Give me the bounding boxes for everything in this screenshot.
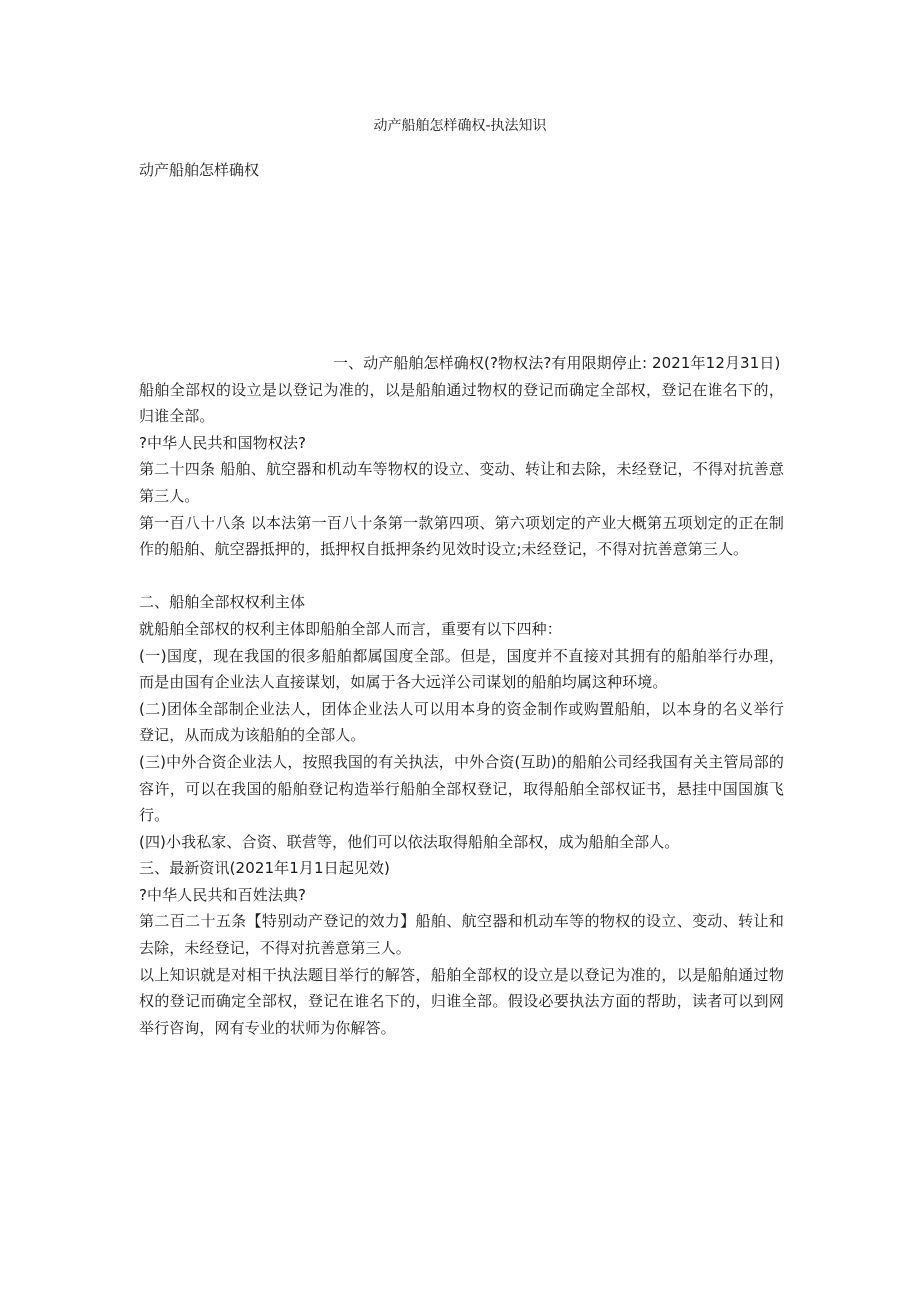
list-item-4: (四)小我私家、合资、联营等，他们可以依法取得船舶全部权，成为船舶全部人。 [139, 832, 680, 851]
list-item-3: (三)中外合资企业法人，按照我国的有关执法，中外合资(互助)的船舶公司经我国有关主管局部的容许，可以在我国的船舶登记构造举行船舶全部权登记，取得船舶全部权证书，悬挂中国国旗飞行。 [139, 752, 784, 825]
list-item-1: (一)国度，现在我国的很多船舶都属国度全部。但是，国度并不直接对其拥有的船舶举行办理，而是由国有企业法人直接谋划，如属于各大远洋公司谋划的船舶均属这种环境。 [139, 646, 784, 692]
law-title: ?中华人民共和百姓法典? [139, 885, 307, 904]
paragraph: 船舶全部权的设立是以登记为准的，以是船舶通过物权的登记而确定全部权，登记在谁名下的，归谁全部。 [139, 380, 784, 426]
article-225: 第二百二十五条【特别动产登记的效力】船舶、航空器和机动车等的物权的设立、变动、转让和去除，未经登记，不得对抗善意第三人。 [139, 912, 784, 958]
list-item-2: (二)团体全部制企业法人，团体企业法人可以用本身的资金制作或购置船舶，以本身的名义举行登记，从而成为该船舶的全部人。 [139, 699, 784, 745]
paragraph: 就船舶全部权的权利主体即船舶全部人而言，重要有以下四种： [139, 619, 562, 638]
document-subtitle: 动产船舶怎样确权 [139, 161, 260, 179]
article-24: 第二十四条 船舶、航空器和机动车等物权的设立、变动、转让和去除，未经登记，不得对抗善意第三人。 [139, 460, 784, 505]
article-188: 第一百八十八条 以本法第一百八十条第一款第四项、第六项划定的产业大概第五项划定的正在制作的船舶、航空器抵押的，抵押权自抵押条约见效时设立;未经登记，不得对抗善意第三人。 [139, 513, 784, 559]
section-heading-2: 二、船舶全部权权利主体 [139, 593, 306, 612]
section-heading-3: 三、最新资讯(2021年1月1日起见效) [139, 859, 390, 878]
blank-line [139, 563, 784, 590]
conclusion-paragraph: 以上知识就是对相干执法题目举行的解答，船舶全部权的设立是以登记为准的，以是船舶通过物权的登记而确定全部权，登记在谁名下的，归谁全部。假设必要执法方面的帮助，读者可以到网举行咨询，网有专业的状师为你解答。 [139, 965, 784, 1037]
document-body [139, 350, 784, 1041]
section-heading-1: 一、动产船舶怎样确权(?物权法?有用限期停止: 2021年12月31日) [333, 354, 781, 372]
document-title: 动产船舶怎样确权-执法知识 [373, 118, 547, 134]
law-title: ?中华人民共和国物权法? [139, 433, 307, 452]
